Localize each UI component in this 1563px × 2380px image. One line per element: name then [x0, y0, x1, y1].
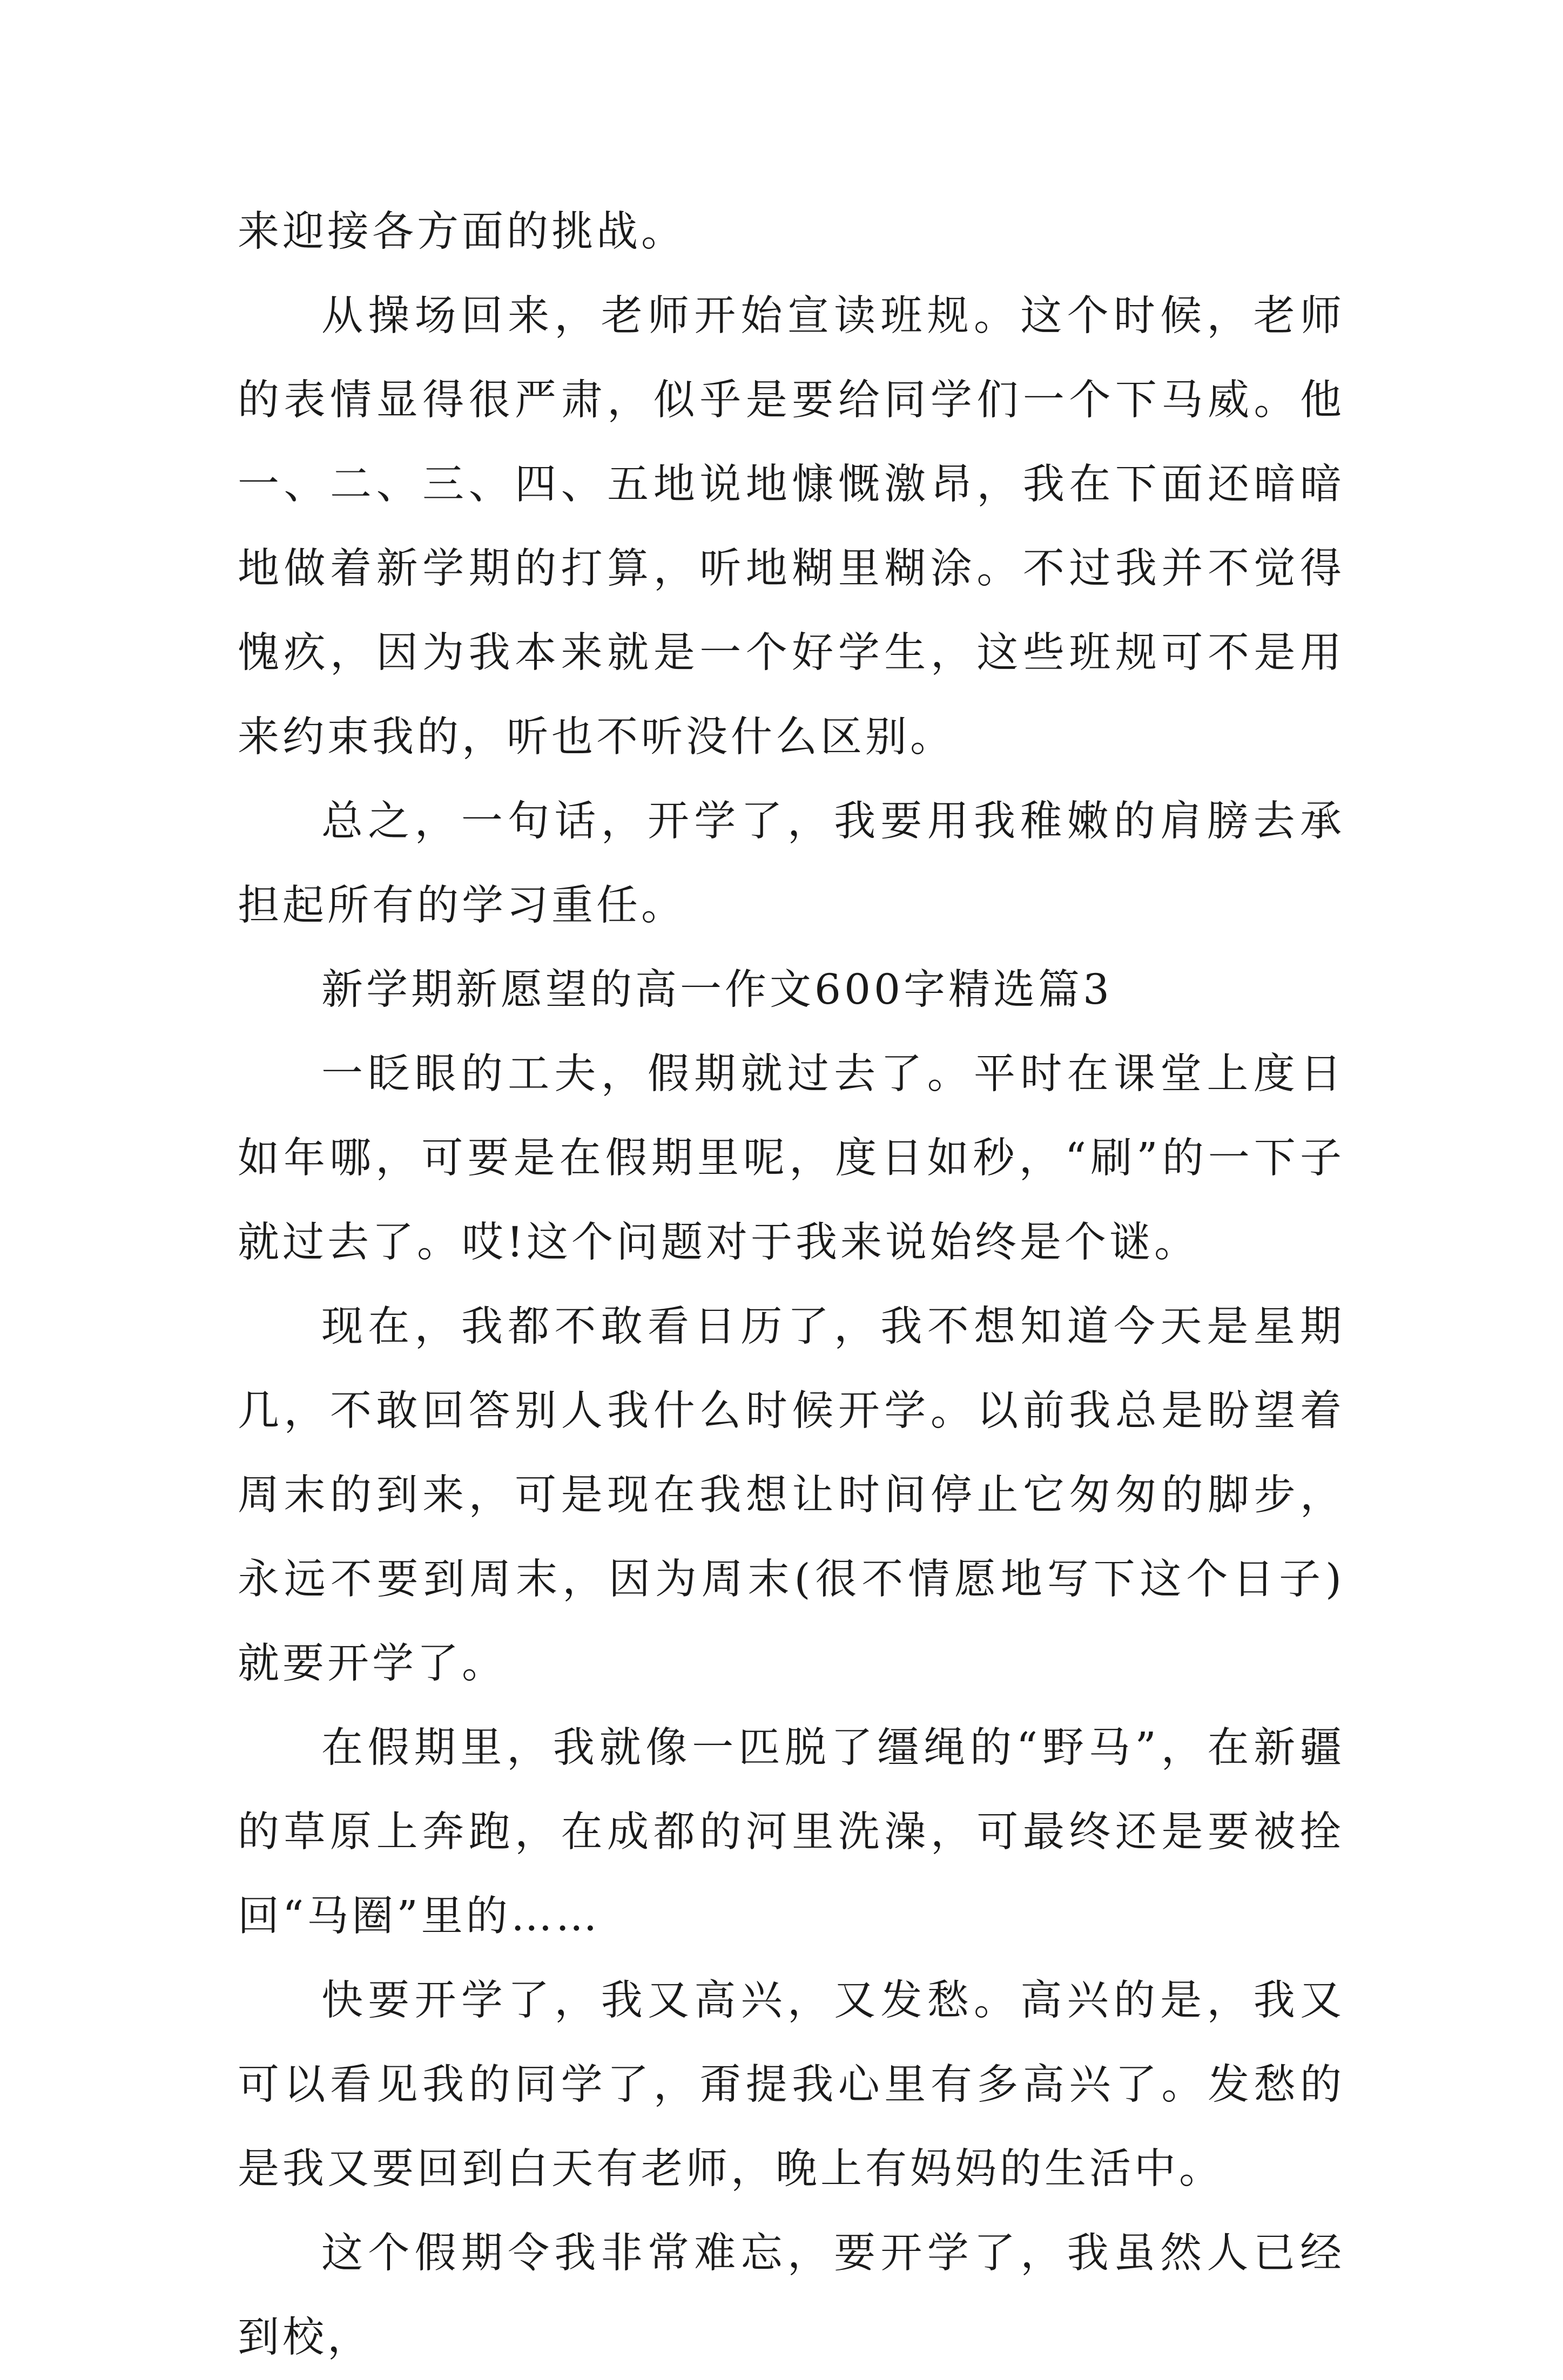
paragraph-4: 一眨眼的工夫，假期就过去了。平时在课堂上度日如年哪，可要是在假期里呢，度日如秒，“刷”的一下子就过去了。哎!这个问题对于我来说始终是个谜。: [238, 1050, 1345, 1267]
paragraph-8: 这个假期令我非常难忘，要开学了，我虽然人已经到校，: [238, 2229, 1345, 2362]
paragraph-7: 快要开学了，我又高兴，又发愁。高兴的是，我又可以看见我的同学了，甭提我心里有多高兴了。发愁的是我又要回到白天有老师，晚上有妈妈的生活中。: [238, 1977, 1345, 2193]
section-heading: 新学期新愿望的高一作文600字精选篇3: [321, 966, 1113, 1014]
paragraph-2: 从操场回来，老师开始宣读班规。这个时候，老师的表情显得很严肃，似乎是要给同学们一个下马威。他一、二、三、四、五地说地慷慨激昂，我在下面还暗暗地做着新学期的打算，听地糊里糊涂。不过我并不觉得愧疚，因为我本来就是一个好学生，这些班规可不是用来约束我的，听也不听没什么区别。: [238, 292, 1345, 761]
document-body: [238, 190, 1345, 2380]
paragraph-6: 在假期里，我就像一匹脱了缰绳的“野马”，在新疆的草原上奔跑，在成都的河里洗澡，可最终还是要被拴回“马圈”里的……: [238, 1724, 1345, 1940]
paragraph-3: 总之，一句话，开学了，我要用我稚嫩的肩膀去承担起所有的学习重任。: [238, 797, 1345, 930]
paragraph-5: 现在，我都不敢看日历了，我不想知道今天是星期几，不敢回答别人我什么时候开学。以前我总是盼望着周末的到来，可是现在我想让时间停止它匆匆的脚步，永远不要到周末，因为周末(很不情愿地写下这个日子)就要开学了。: [238, 1303, 1345, 1688]
paragraph-1: 来迎接各方面的挑战。: [238, 208, 686, 256]
